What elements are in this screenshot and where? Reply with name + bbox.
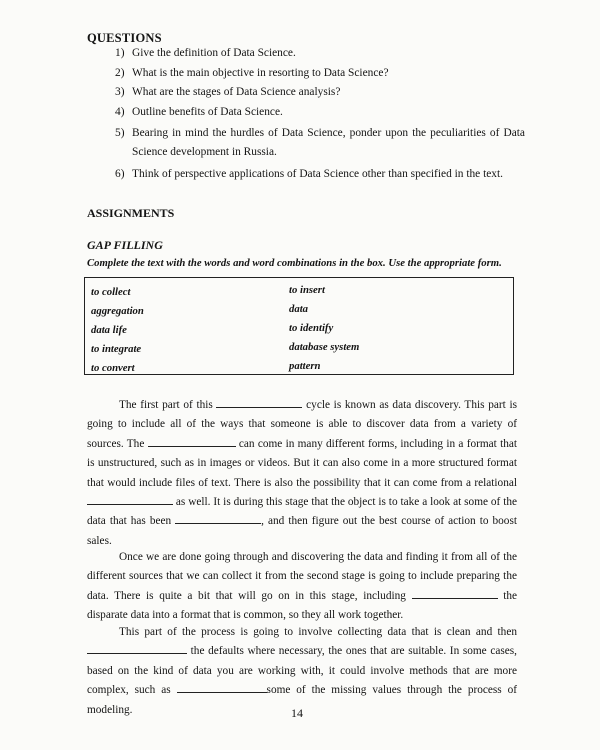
word-box [84, 277, 514, 375]
paragraph-text: cycle is known as data discovery. This part is going to include all of the ways that someone is able to discover data from a variety of sources. The [87, 399, 517, 450]
paragraph-text: Once we are done going through and discovering the data and finding it from all of the different sources that we can collect it from the second stage is going to include preparing the data. There is quite a bit that will go on in this stage, including [87, 551, 517, 602]
question-number: 2) [115, 66, 125, 79]
paragraph-text: can come in many different forms, including in a format that is unstructured, such as in images or videos. But it can also come in a more structured format that would include files of text. There is also the possibility that it can come from a relational [87, 437, 518, 489]
gap-blank[interactable] [87, 643, 187, 654]
word-box-item: database system [289, 341, 360, 353]
question-text: Think of perspective applications of Data Science other than specified in the text. [132, 167, 504, 180]
questions-heading: QUESTIONS [87, 31, 162, 45]
question-item [115, 105, 525, 120]
question-text: Bearing in mind the hurdles of Data Science, ponder upon the peculiarities of Data Science development in Russia. [132, 127, 525, 158]
gap-blank[interactable] [175, 513, 261, 524]
paragraph-text: the defaults where necessary, the ones that are suitable. In some cases, based on the kind of data you are working with, it could involve methods that are more complex, such as [87, 645, 518, 697]
question-number: 1) [115, 47, 125, 59]
word-box-item: data life [91, 324, 127, 336]
question-text: What is the main objective in resorting to Data Science? [132, 66, 389, 79]
word-box-item: pattern [289, 360, 321, 372]
question-text: What are the stages of Data Science analysis? [132, 86, 341, 98]
question-number: 6) [115, 167, 125, 180]
word-box-item: data [289, 303, 309, 315]
gap-blank[interactable] [87, 494, 173, 505]
gap-filling-heading: GAP FILLING [87, 238, 163, 252]
questions-list [115, 46, 525, 186]
word-box-item: to integrate [91, 343, 142, 355]
gap-blank[interactable] [148, 436, 236, 447]
word-box-item: to collect [91, 286, 131, 298]
question-item [115, 167, 525, 182]
paragraph-2 [87, 548, 517, 626]
question-text: Give the definition of Data Science. [132, 47, 296, 59]
gap-blank[interactable] [177, 682, 267, 693]
paragraph-text: as well. It is during this stage that the object is to take a look at some of the data that has been [87, 496, 517, 528]
paragraph-1 [87, 396, 517, 551]
word-box-item: aggregation [91, 305, 144, 317]
question-item [115, 46, 525, 61]
paragraph-text: , and then figure out the best course of action to boost sales. [87, 515, 517, 547]
question-number: 5) [115, 127, 125, 139]
word-box-item: to convert [91, 362, 135, 374]
page-number: 14 [291, 706, 303, 720]
gap-blank[interactable] [216, 397, 302, 408]
question-number: 4) [115, 105, 125, 118]
gap-blank[interactable] [412, 588, 498, 599]
paragraph-text: This part of the process is going to involve collecting data that is clean and then [119, 626, 517, 638]
word-box-item: to insert [289, 284, 325, 296]
paragraph-text: some of the missing values through the process of modeling. [87, 684, 518, 716]
paragraph-text: The first part of this [119, 399, 213, 411]
question-item [115, 85, 525, 100]
assignments-heading: ASSIGNMENTS [87, 206, 175, 220]
gap-filling-instruction: Complete the text with the words and word combinations in the box. Use the appropriate form. [87, 257, 502, 269]
question-text: Outline benefits of Data Science. [132, 105, 283, 118]
word-box-item: to identify [289, 322, 334, 334]
question-item [115, 66, 525, 81]
paragraph-text: the disparate data into a format that is common, so they all work together. [87, 589, 518, 622]
question-number: 3) [115, 86, 125, 98]
question-item [115, 124, 525, 162]
